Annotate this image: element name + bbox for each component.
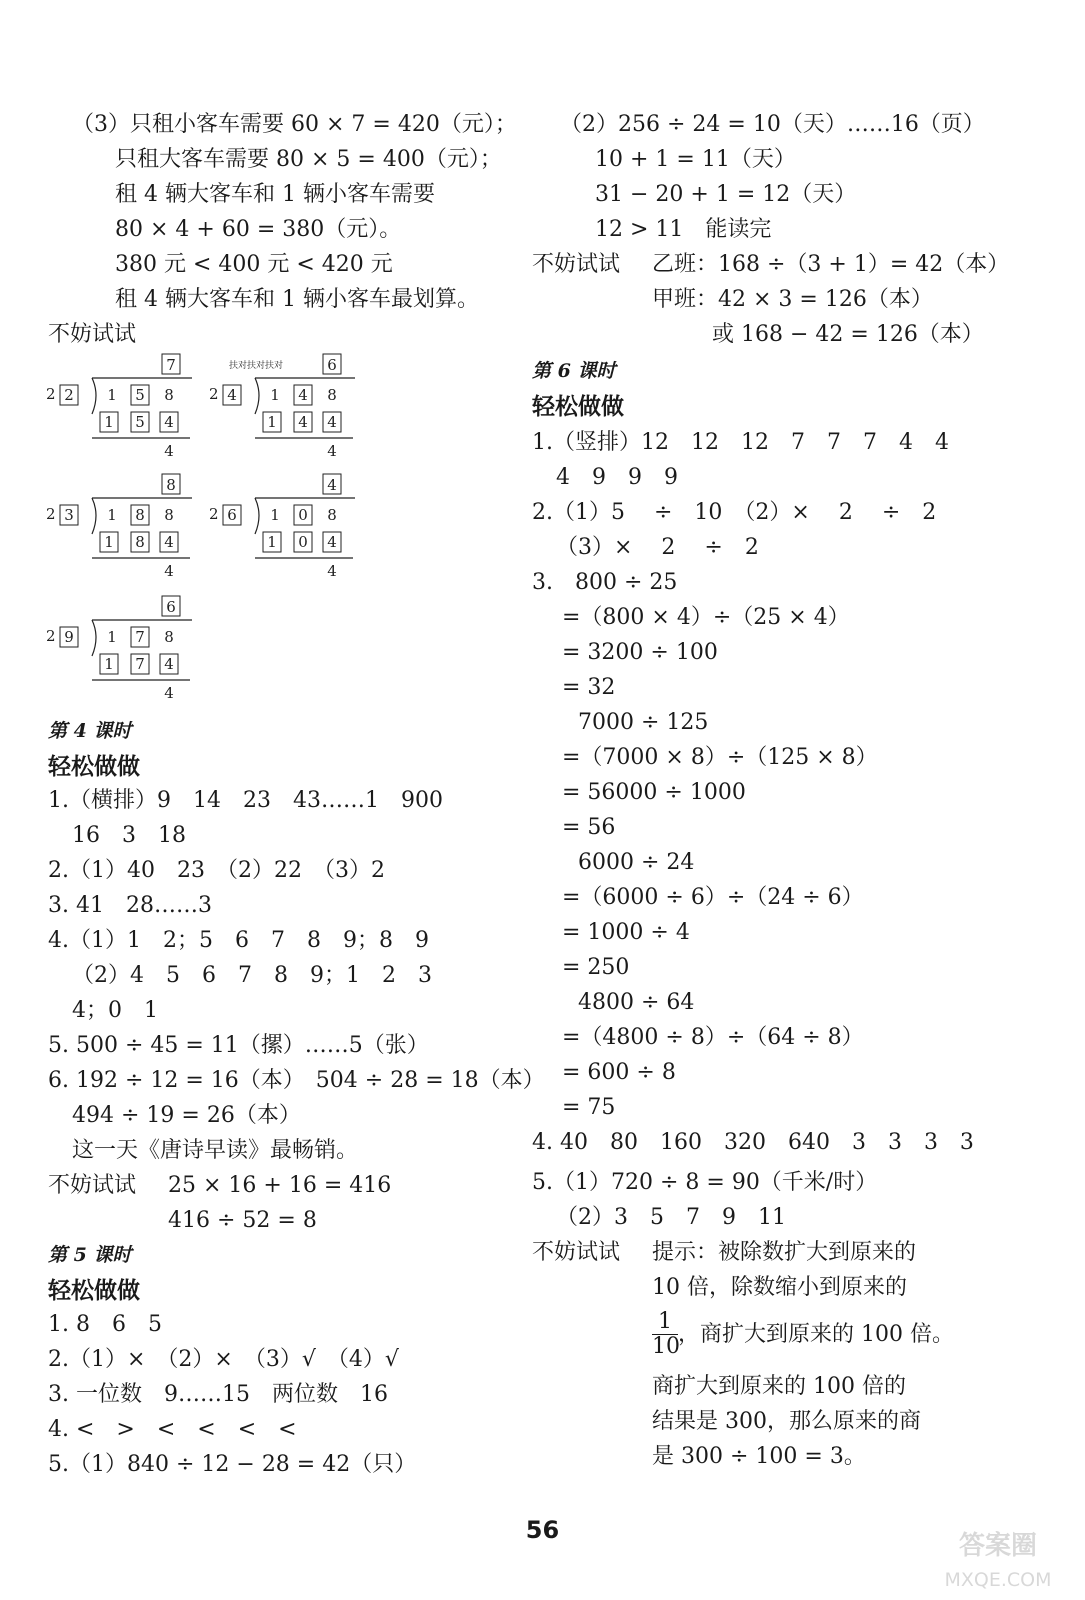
dividend-digit: 8: [164, 628, 174, 646]
answer-line: 10 倍，除数缩小到原来的: [652, 1275, 907, 1300]
product-digit: 4: [164, 655, 174, 673]
lesson-heading: 第 6 课时: [532, 360, 616, 382]
dividend-digit: 1: [270, 386, 280, 404]
divisor-digit: 2: [209, 505, 219, 523]
answer-line: 3. 一位数 9……15 两位数 16: [48, 1382, 388, 1407]
answer-line: （2）3 5 7 9 11: [556, 1205, 786, 1230]
answer-line: 4. 40 80 160 320 640 3 3 3 3: [532, 1130, 974, 1155]
answer-line: = 3200 ÷ 100: [562, 640, 718, 665]
product-digit: 1: [104, 413, 114, 431]
answer-line: 租 4 辆大客车和 1 辆小客车需要: [115, 182, 435, 207]
answer-line: 1. 8 6 5: [48, 1312, 162, 1337]
product-digit: 1: [104, 655, 114, 673]
answer-line: =（6000 ÷ 6）÷（24 ÷ 6）: [562, 885, 864, 910]
watermark-title: 答案圈: [958, 1531, 1038, 1561]
product-digit: 4: [327, 413, 337, 431]
section-label-try: 不妨试试: [532, 1240, 621, 1265]
product-digit: 7: [135, 655, 145, 673]
dividend-digit: 8: [327, 386, 337, 404]
watermark-url: MXQE.COM: [944, 1569, 1052, 1591]
answer-line: 2.（1）× （2）× （3）√ （4）√: [48, 1347, 399, 1372]
dividend-digit: 1: [107, 628, 117, 646]
divisor-box: 4: [227, 386, 237, 404]
section-label-practice: 轻松做做: [48, 753, 140, 780]
page-number: 56: [525, 1516, 560, 1544]
product-digit: 4: [327, 533, 337, 551]
answer-line: 租 4 辆大客车和 1 辆小客车最划算。: [115, 287, 479, 312]
answer-line: 5.（1）720 ÷ 8 = 90（千米/时）: [532, 1170, 878, 1195]
product-digit: 8: [135, 533, 145, 551]
product-digit: 4: [164, 533, 174, 551]
long-division-3: [42, 470, 202, 582]
section-label-practice: 轻松做做: [48, 1277, 140, 1304]
answer-line: = 32: [562, 675, 616, 700]
remainder-digit: 4: [164, 684, 174, 702]
answer-line: 80 × 4 + 60 = 380（元）。: [115, 217, 402, 242]
answer-line: 5.（1）840 ÷ 12 − 28 = 42（只）: [48, 1452, 417, 1477]
answer-line: 4 9 9 9: [556, 465, 678, 490]
answer-line: 416 ÷ 52 = 8: [168, 1208, 317, 1233]
answer-line: =（800 × 4）÷（25 × 4）: [562, 605, 850, 630]
answer-line: = 75: [562, 1095, 616, 1120]
product-digit: 4: [298, 413, 308, 431]
product-digit: 5: [135, 413, 145, 431]
long-division-2: [205, 350, 365, 462]
answer-line: 或 168 − 42 = 126（本）: [712, 322, 984, 347]
answer-line: 2.（1）40 23 （2）22 （3）2: [48, 858, 385, 883]
long-division-5: [42, 592, 202, 704]
dividend-box: 0: [298, 506, 308, 524]
fraction-numerator: 1: [658, 1309, 672, 1334]
product-digit: 0: [298, 533, 308, 551]
long-division-1: [42, 350, 202, 462]
fraction-denominator: 10: [652, 1334, 680, 1359]
divisor-box: 2: [64, 386, 74, 404]
remainder-digit: 4: [164, 562, 174, 580]
fraction-one-tenth: [652, 1310, 678, 1359]
answer-line: 4.（1）1 2；5 6 7 8 9；8 9: [48, 928, 429, 953]
remainder-digit: 4: [327, 442, 337, 460]
divisor-box: 3: [64, 506, 74, 524]
section-label-try: 不妨试试: [48, 1173, 137, 1198]
answer-line: 乙班：168 ÷（3 + 1）= 42（本）: [652, 252, 1010, 277]
answer-line: ，商扩大到原来的 100 倍。: [678, 1322, 954, 1347]
answer-line: 16 3 18: [72, 823, 186, 848]
answer-line: 1.（竖排）12 12 12 7 7 7 4 4: [532, 430, 949, 455]
lesson-heading: 第 5 课时: [48, 1244, 132, 1266]
long-division-4: [205, 470, 365, 582]
answer-line: = 250: [562, 955, 630, 980]
answer-line: 4. < > < < < <: [48, 1417, 297, 1442]
answer-line: 这一天《唐诗早读》最畅销。: [72, 1138, 359, 1163]
answer-line: 甲班：42 × 3 = 126（本）: [652, 287, 933, 312]
divisor-box: 9: [64, 628, 74, 646]
divisor-digit: 2: [46, 627, 56, 645]
answer-line: = 56: [562, 815, 616, 840]
answer-line: =（4800 ÷ 8）÷（64 ÷ 8）: [562, 1025, 864, 1050]
answer-line: 是 300 ÷ 100 = 3。: [652, 1444, 866, 1469]
answer-line: 2.（1）5 ÷ 10 （2）× 2 ÷ 2: [532, 500, 937, 525]
answer-line: 4800 ÷ 64: [578, 990, 695, 1015]
section-label-try: 不妨试试: [532, 252, 621, 277]
answer-line: 1.（横排）9 14 23 43……1 900: [48, 788, 443, 813]
lesson-heading: 第 4 课时: [48, 720, 132, 742]
dividend-digit: 1: [107, 506, 117, 524]
product-digit: 4: [164, 413, 174, 431]
section-label-practice: 轻松做做: [532, 393, 624, 420]
answer-line: 6000 ÷ 24: [578, 850, 695, 875]
divisor-digit: 2: [46, 505, 56, 523]
dividend-box: 4: [298, 386, 308, 404]
dividend-box: 5: [135, 386, 145, 404]
answer-line: （2）4 5 6 7 8 9；1 2 3: [72, 963, 432, 988]
answer-line: = 1000 ÷ 4: [562, 920, 690, 945]
answer-line: （2）256 ÷ 24 = 10（天）……16（页）: [560, 112, 985, 137]
dividend-digit: 1: [270, 506, 280, 524]
quotient-digit: 6: [166, 598, 176, 616]
quotient-digit: 6: [327, 356, 337, 374]
answer-line: 提示：被除数扩大到原来的: [652, 1240, 917, 1265]
answer-line: 商扩大到原来的 100 倍的: [652, 1374, 906, 1399]
answer-line: 3. 41 28……3: [48, 893, 212, 918]
remainder-digit: 4: [164, 442, 174, 460]
product-digit: 1: [267, 533, 277, 551]
quotient-digit: 4: [327, 476, 337, 494]
divisor-digit: 2: [209, 385, 219, 403]
answer-line: 494 ÷ 19 = 26（本）: [72, 1103, 301, 1128]
dividend-digit: 8: [164, 506, 174, 524]
divisor-digit: 2: [46, 385, 56, 403]
answer-line: 3. 800 ÷ 25: [532, 570, 678, 595]
answer-line: 12 > 11 能读完: [595, 217, 772, 242]
answer-line: 只租大客车需要 80 × 5 = 400（元）；: [115, 147, 502, 172]
answer-line: 10 + 1 = 11（天）: [595, 147, 796, 172]
answer-line: （3）× 2 ÷ 2: [556, 535, 759, 560]
remainder-digit: 4: [327, 562, 337, 580]
answer-line: =（7000 × 8）÷（125 × 8）: [562, 745, 878, 770]
answer-line: 5. 500 ÷ 45 = 11（摞）……5（张）: [48, 1033, 429, 1058]
answer-line: 380 元 < 400 元 < 420 元: [115, 252, 393, 277]
answer-line: 7000 ÷ 125: [578, 710, 709, 735]
product-digit: 1: [267, 413, 277, 431]
answer-line: = 56000 ÷ 1000: [562, 780, 746, 805]
divisor-box: 6: [227, 506, 237, 524]
dividend-box: 7: [135, 628, 145, 646]
dividend-digit: 8: [327, 506, 337, 524]
section-label-try: 不妨试试: [48, 322, 137, 347]
dividend-digit: 1: [107, 386, 117, 404]
product-digit: 1: [104, 533, 114, 551]
answer-line: = 600 ÷ 8: [562, 1060, 676, 1085]
answer-line: （3）只租小客车需要 60 × 7 = 420（元）；: [72, 112, 517, 137]
handwritten-note: 扶对扶对扶对: [229, 361, 284, 371]
dividend-box: 8: [135, 506, 145, 524]
answer-line: 结果是 300，那么原来的商: [652, 1409, 921, 1434]
answer-line: 25 × 16 + 16 = 416: [168, 1173, 392, 1198]
answer-line: 31 − 20 + 1 = 12（天）: [595, 182, 857, 207]
quotient-digit: 7: [166, 356, 176, 374]
dividend-digit: 8: [164, 386, 174, 404]
answer-line: 6. 192 ÷ 12 = 16（本） 504 ÷ 28 = 18（本）: [48, 1068, 545, 1093]
watermark-logo: [923, 1520, 1073, 1596]
quotient-digit: 8: [166, 476, 176, 494]
answer-line: 4；0 1: [72, 998, 158, 1023]
